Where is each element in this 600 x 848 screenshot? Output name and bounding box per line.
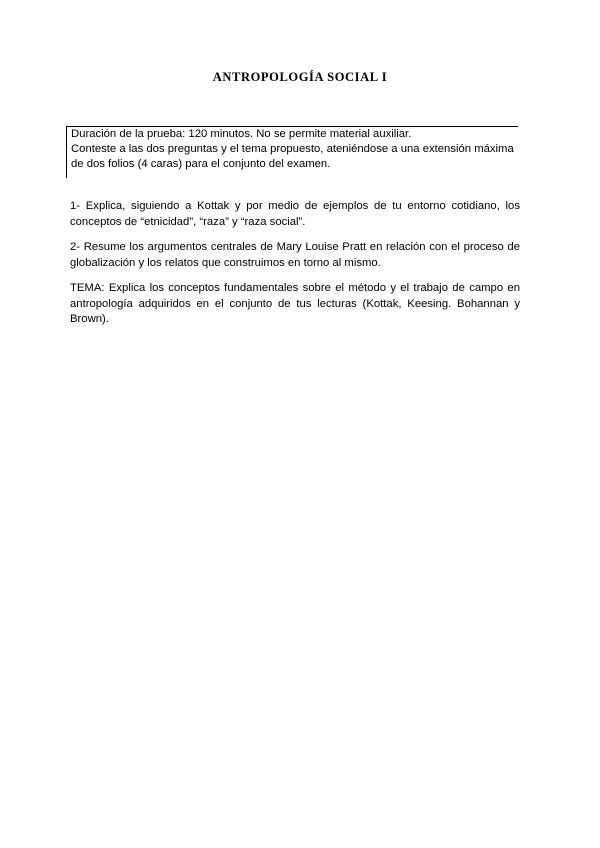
essay-topic: TEMA: Explica los conceptos fundamentales sobre el método y el trabajo de campo en antropología adquiridos en el conjunto de tus lecturas (Kottak, Keesing. Bohannan y Brown). [70, 282, 520, 325]
instructions-box [66, 126, 518, 178]
question-2: 2- Resume los argumentos centrales de Mary Louise Pratt en relación con el proceso de globalización y los relatos que construimos en torno al mismo. [70, 241, 520, 269]
instructions-duration: Duración de la prueba: 120 minutos. No se permite material auxiliar. [71, 128, 412, 140]
question-1: 1- Explica, siguiendo a Kottak y por medio de ejemplos de tu entorno cotidiano, los conceptos de “etnicidad”, “raza” y “raza social”. [70, 200, 520, 228]
instructions-extension: Conteste a las dos preguntas y el tema propuesto, ateniéndose a una extensión máxima de dos folios (4 caras) para el conjunto del examen. [71, 143, 514, 170]
page-title: ANTROPOLOGÍA SOCIAL I [212, 70, 388, 84]
